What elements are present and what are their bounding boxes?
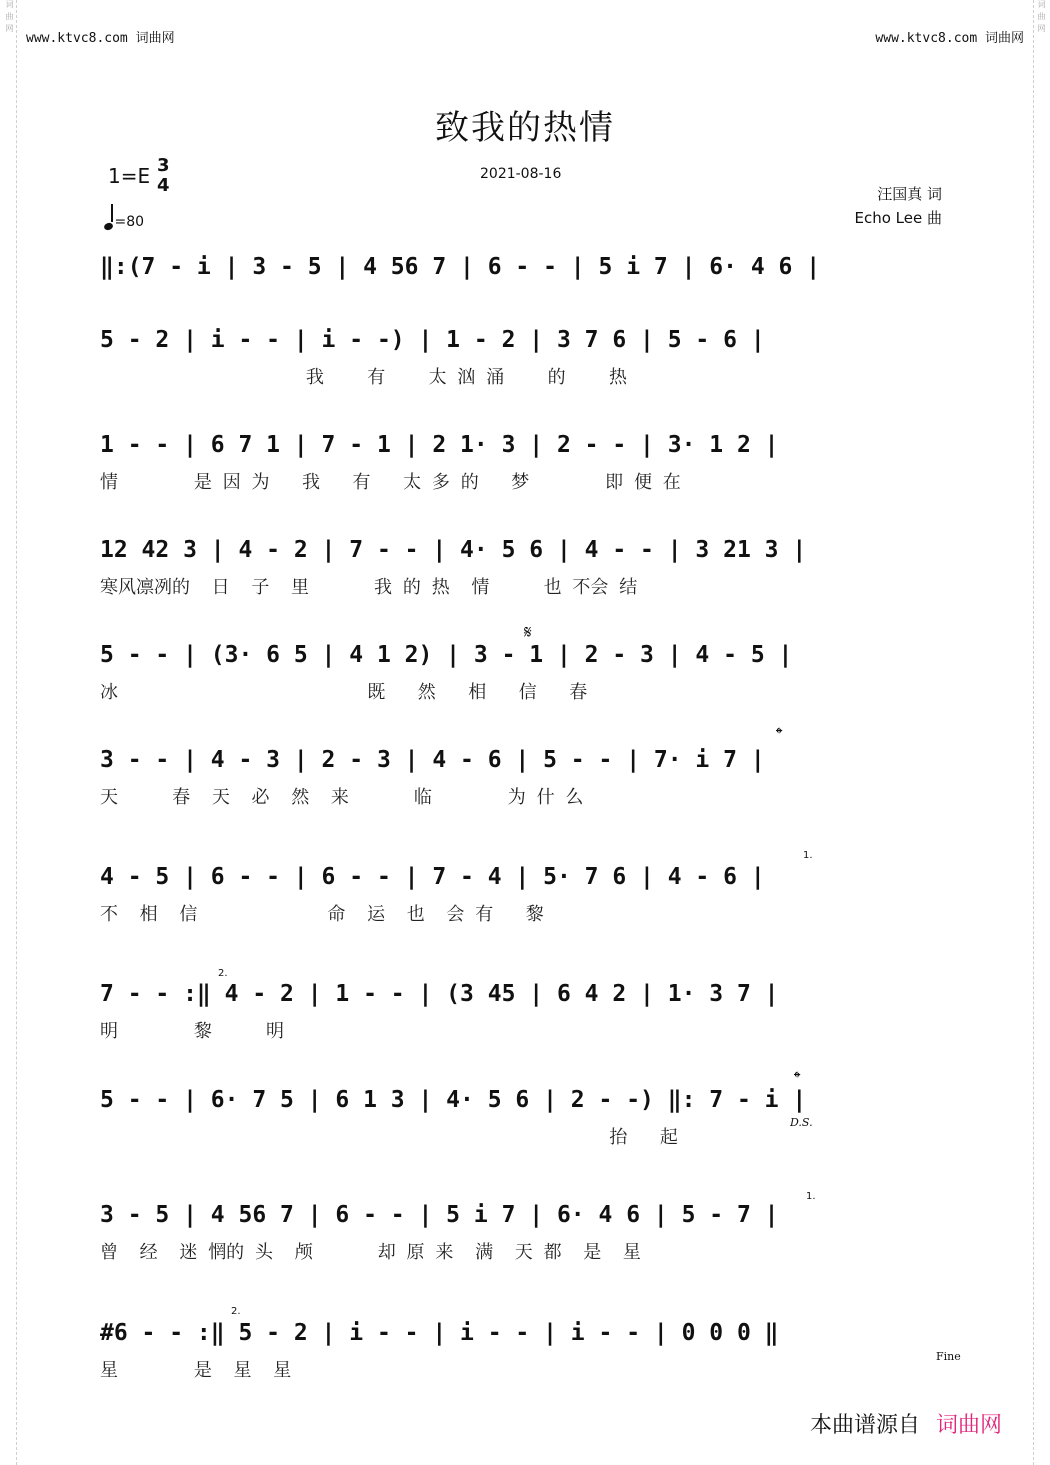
lyrics-line: 星 是 星 星 xyxy=(100,1360,292,1381)
score-row xyxy=(100,745,950,808)
time-signature xyxy=(157,156,170,196)
notes-line: 12 42 3 | 4 - 2 | 7 - - | 4· 5 6 | 4 - - | 3 21 3 | xyxy=(100,537,807,563)
left-watermark-strip: 词曲网 xyxy=(2,0,17,1465)
right-watermark-strip: 词曲网 xyxy=(1033,0,1048,1465)
notes-line: #6 - - :‖ 5 - 2 | i - - | i - - | i - - | 0 0 0 ‖ xyxy=(100,1320,779,1346)
footer-brand-link[interactable]: 词曲网 xyxy=(935,1413,1002,1438)
notes-line: 5 - 2 | i - - | i - -) | 1 - 2 | 3 7 6 | 5 - 6 | xyxy=(100,327,765,353)
score-row xyxy=(100,535,950,598)
score-row xyxy=(100,325,950,388)
score-row xyxy=(100,1200,950,1263)
lyrics-line: 明 黎 明 xyxy=(100,1021,285,1042)
lyrics-line: 寒风凛冽的 日 子 里 我 的 热 情 也 不会 结 xyxy=(100,577,638,598)
score-row xyxy=(100,430,950,493)
tempo-marking xyxy=(104,208,144,230)
song-title: 致我的热情 xyxy=(435,108,615,148)
segno-mark: 𝄋 xyxy=(524,622,532,643)
lyrics-line: 抬 起 xyxy=(100,1127,678,1148)
volta-2-a: 2. xyxy=(218,968,228,979)
footer-source-text: 本曲谱源自 xyxy=(809,1413,920,1438)
notes-line: 5 - - | (3· 6 5 | 4 1 2) | 3 - 1 | 2 - 3 | 4 - 5 | xyxy=(100,642,793,668)
composer: Echo Lee 曲 xyxy=(854,209,942,227)
left-site-url: www.ktvc8.com 词曲网 xyxy=(26,31,175,46)
lyrics-line: 不 相 信 命 运 也 会 有 黎 xyxy=(100,904,544,925)
time-top: 3 xyxy=(157,155,170,176)
coda-mark-2: 𝄌 xyxy=(794,1068,801,1089)
quarter-note-icon xyxy=(103,222,114,232)
time-bottom: 4 xyxy=(157,175,170,196)
lyrics-line: 曾 经 迷 惘的 头 颅 却 原 来 满 天 都 是 星 xyxy=(100,1242,641,1263)
score-row xyxy=(100,979,950,1042)
notes-line: 7 - - :‖ 4 - 2 | 1 - - | (3 45 | 6 4 2 | 1· 3 7 | xyxy=(100,981,779,1007)
right-site-url: www.ktvc8.com 词曲网 xyxy=(875,31,1024,46)
lyrics-line: 天 春 天 必 然 来 临 为 什 么 xyxy=(100,787,584,808)
lyrics-line: 冰 既 然 相 信 春 xyxy=(100,682,588,703)
lyrics-line: 情 是 因 为 我 有 太 多 的 梦 即 便 在 xyxy=(100,472,681,493)
ds-mark: D.S. xyxy=(790,1116,813,1129)
key-signature: 1=E xyxy=(108,164,151,188)
footer-source xyxy=(810,1408,1002,1439)
notes-line: 3 - 5 | 4 56 7 | 6 - - | 5 i 7 | 6· 4 6 | 5 - 7 | xyxy=(100,1202,779,1228)
notes-line: 5 - - | 6· 7 5 | 6 1 3 | 4· 5 6 | 2 - -) ‖: 7 - i | xyxy=(100,1087,807,1113)
notes-line: ‖:(7 - i | 3 - 5 | 4 56 7 | 6 - - | 5 i 7 | 6· 4 6 | xyxy=(100,254,821,280)
score-row xyxy=(100,640,950,703)
volta-1-a: 1. xyxy=(803,850,813,861)
fine-mark: Fine xyxy=(936,1350,961,1363)
score-row xyxy=(100,862,950,925)
score-row xyxy=(100,1318,950,1381)
tempo-value: =80 xyxy=(114,214,145,230)
score-row xyxy=(100,1085,950,1148)
notes-line: 1 - - | 6 7 1 | 7 - 1 | 2 1· 3 | 2 - - | 3· 1 2 | xyxy=(100,432,779,458)
score-row xyxy=(100,252,950,312)
volta-1-b: 1. xyxy=(806,1191,816,1202)
coda-mark: 𝄌 xyxy=(776,724,783,745)
volta-2-b: 2. xyxy=(231,1306,241,1317)
lyricist: 汪国真 词 xyxy=(877,185,942,203)
notes-line: 3 - - | 4 - 3 | 2 - 3 | 4 - 6 | 5 - - | 7· i 7 | xyxy=(100,747,765,773)
notes-line: 4 - 5 | 6 - - | 6 - - | 7 - 4 | 5· 7 6 | 4 - 6 | xyxy=(100,864,765,890)
song-date: 2021-08-16 xyxy=(480,166,562,182)
lyrics-line: 我 有 太 汹 涌 的 热 xyxy=(100,367,627,388)
